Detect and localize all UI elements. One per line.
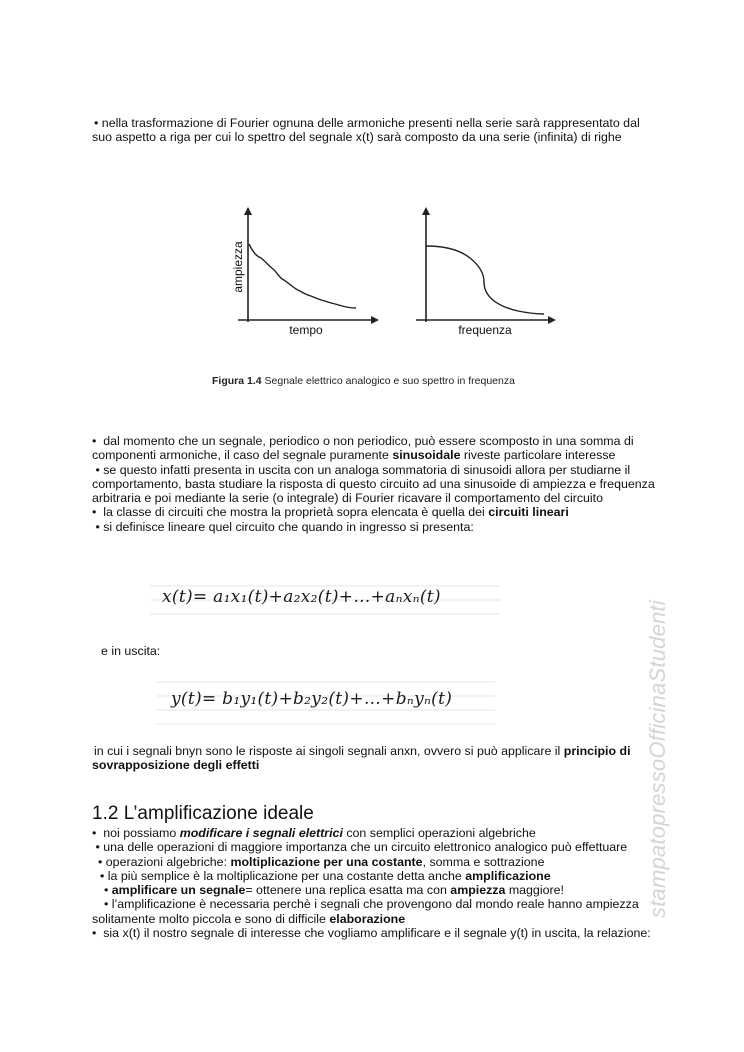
bullet-4: • si definisce lineare quel circuito che quando in ingresso si presenta: [92, 519, 474, 534]
left-x-arrow [371, 316, 379, 324]
section-bullet-5: • amplificare un segnale= ottenere una replica esatta ma con ampiezza maggiore! [104, 883, 564, 898]
equation-input: x(t)= a₁x₁(t)+a₂x₂(t)+…+aₙxₙ(t) [162, 587, 441, 607]
output-label: e in uscita: [101, 644, 161, 658]
caption-text: Segnale elettrico analogico e suo spettro in frequenza [264, 375, 515, 387]
section-title: 1.2 L’amplificazione ideale [92, 803, 314, 824]
section-bullet-2: • una delle operazioni di maggiore importanza che un circuito elettronico analogico può effettuare [92, 840, 628, 855]
section-bullet-7: • sia x(t) il nostro segnale di interesse che vogliamo amplificare e il segnale y(t) in uscita, la relazione: [92, 926, 651, 941]
watermark: stampatopressoOfficinaStudenti [645, 600, 670, 918]
left-x-label: tempo [289, 323, 323, 337]
intro-text: nella trasformazione di Fourier ognuna delle armoniche presenti nella serie sarà rappresentato dal suo aspetto a riga per cui lo spettro del segnale x(t) sarà composto da una serie (infinita) di righe [92, 116, 640, 145]
section-bullet-1: • noi possiamo modificare i segnali elettrici con semplici operazioni algebriche [92, 826, 536, 840]
time-domain-plot [238, 207, 379, 324]
section-bullet-3: • operazioni algebriche: moltiplicazione per una costante, somma e sottrazione [98, 854, 545, 869]
left-y-arrow [244, 207, 252, 215]
caption-label: Figura 1.4 [212, 375, 262, 387]
equation-output: y(t)= b₁y₁(t)+b₂y₂(t)+…+bₙyₙ(t) [171, 689, 453, 709]
intro-paragraph [92, 116, 662, 145]
frequency-domain-plot [416, 207, 556, 324]
figure-signal-spectrum [228, 200, 558, 340]
equation-output-image [157, 672, 495, 726]
bullet-2: • se questo infatti presenta in uscita con un analoga sommatoria di sinusoidi allora per studiarne il comportamento, basta studiare la risposta di questo circuito ad una sinusoide di ampiezza e frequenza arbitraria e poi mediante la serie (o integrale) di Fourier ricavare il comportamento del circuito [92, 462, 655, 506]
bullet: • [94, 116, 99, 130]
bullet-1: • dal momento che un segnale, periodico o non periodico, può essere scomposto in una somma di componenti armoniche, il caso del segnale puramente sinusoidale riveste particolare interesse [92, 434, 634, 463]
bullet-list [92, 434, 662, 534]
right-y-arrow [422, 207, 430, 215]
spectrum-curve [426, 246, 544, 314]
conclusion-paragraph: in cui i segnali bnyn sono le risposte ai singoli segnali anxn, ovvero si può applicare il principio di sovrapposizione degli effetti [92, 744, 631, 773]
figure-caption [212, 374, 515, 388]
left-axis-label: ampiezza [231, 241, 245, 293]
equation-input-image [150, 578, 500, 620]
right-x-arrow [548, 316, 556, 324]
bullet-3: • la classe di circuiti che mostra la proprietà sopra elencata è quella dei circuiti lineari [92, 505, 569, 520]
section-bullet-4: • la più semplice è la moltiplicazione per una costante detta anche amplificazione [100, 868, 551, 883]
section-bullets [92, 826, 662, 940]
time-signal-curve [249, 244, 356, 308]
right-x-label: frequenza [458, 323, 512, 337]
section-bullet-6: • l’amplificazione è necessaria perchè i segnali che provengono dal mondo reale hanno ampiezza solitamente molto piccola e sono di difficile elaborazione [92, 897, 639, 926]
